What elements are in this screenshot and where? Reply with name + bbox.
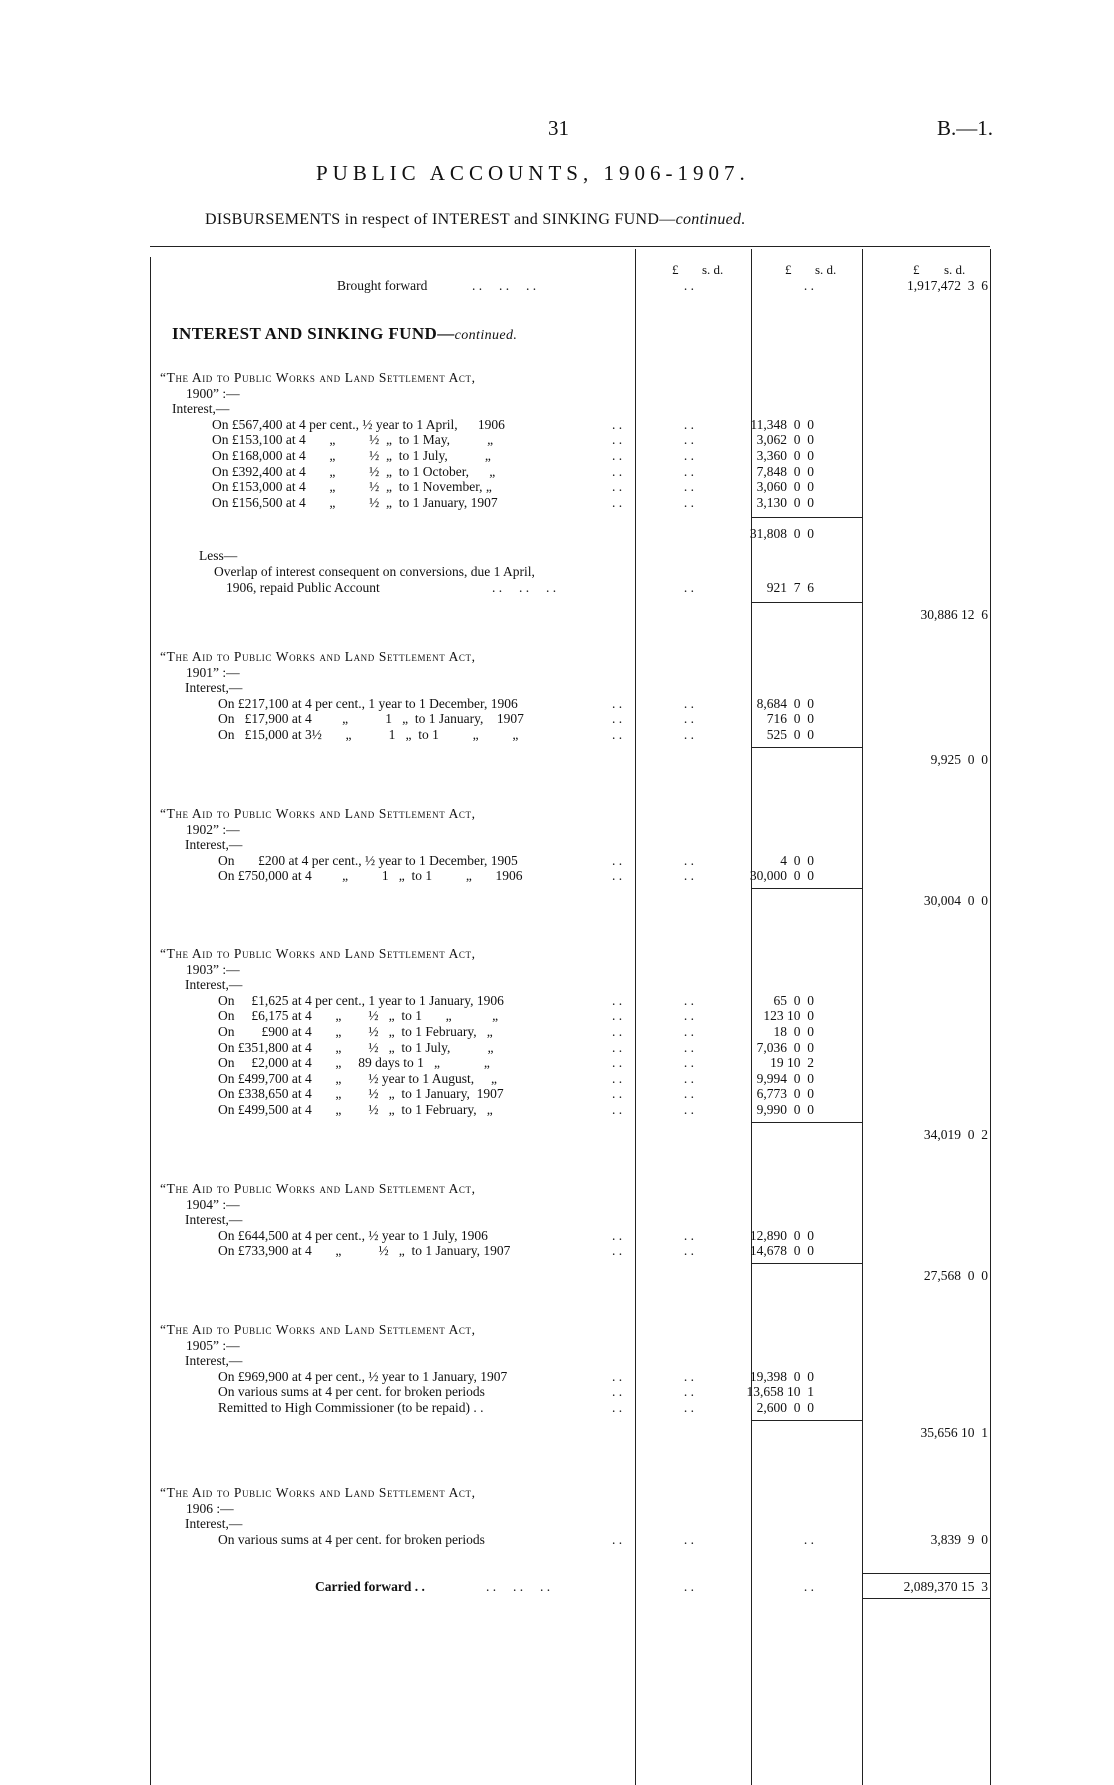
interest-label: Interest,— [185,1516,243,1532]
act-year: 1903” :— [186,961,240,977]
subtitle-main: DISBURSEMENTS in respect of INTEREST and SINKING FUND— [205,211,676,228]
entry-text: On £6,175 at 4 „ ½ „ to 1 „ „ [218,1008,499,1024]
entry-dots: . . [612,1531,623,1547]
top-rule [150,246,990,247]
entry-col1: . . [683,448,694,463]
less-text-2: 1906, repaid Public Account [226,579,380,595]
entry-col2: 13,658 10 1 [746,1384,814,1400]
col2-divider [751,249,752,1785]
entry-col2: 3,062 0 0 [756,432,814,448]
entry-col2: 4 0 0 [780,852,814,868]
entry-text: On £153,100 at 4 „ ½ „ to 1 May, „ [212,432,494,448]
entry-col1: . . [683,1039,694,1055]
subtotal-rule [751,517,862,518]
section-heading [172,324,517,344]
entry-col1: . . [683,868,694,884]
less-label: Less— [199,548,238,564]
entry-text: On £969,900 at 4 per cent., ½ year to 1 January, 1907 [218,1368,508,1384]
act-year: 1905” :— [186,1337,240,1353]
entry-text: On £900 at 4 „ ½ „ to 1 February, „ [218,1024,493,1039]
entry-dots: . . [612,852,623,868]
entry-col1: . . [683,494,694,510]
entry-text: On £153,000 at 4 „ ½ „ to 1 November, „ [212,479,492,495]
entry-dots: . . [612,1400,623,1415]
less-col1: . . [683,579,694,595]
section-rule [751,747,862,748]
section-rule [751,1263,862,1264]
act-title: “The Aid to Public Works and Land Settlement Act, [160,1485,476,1500]
entry-col2: 525 0 0 [766,727,814,742]
entry-col2: 3,360 0 0 [756,448,814,463]
entry-col1: . . [683,1086,694,1102]
entry-col2: 19,398 0 0 [749,1368,814,1384]
act-year: 1902” :— [186,821,240,837]
act-year: 1904” :— [186,1196,240,1212]
section-total: 30,886 12 6 [920,606,988,622]
left-border [150,257,151,1785]
entry-dots: . . [612,1024,623,1039]
entry-col2: 19 10 2 [770,1055,814,1071]
entry-text: On £338,650 at 4 „ ½ „ to 1 January, 1907 [218,1086,504,1102]
act-title: “The Aid to Public Works and Land Settlement Act, [160,1322,476,1337]
carried-forward-col1: . . [683,1579,694,1594]
entry-col2: 9,994 0 0 [756,1070,814,1086]
entry-text: On £644,500 at 4 per cent., ½ year to 1 July, 1906 [218,1227,488,1243]
carried-forward-dots: . . . . . . [486,1579,551,1594]
page-number: 31 [548,116,569,140]
entry-col2: 3,060 0 0 [756,479,814,495]
entry-text: On £499,500 at 4 „ ½ „ to 1 February, „ [218,1102,493,1117]
act-year: 1906 :— [186,1500,234,1516]
act-year: 1901” :— [186,664,240,680]
entry-col1: . . [683,1368,694,1384]
entry-dots: . . [612,992,623,1008]
entry-dots: . . [612,711,623,727]
entry-text: Remitted to High Commissioner (to be repaid) . . [218,1400,484,1415]
entry-text: On £217,100 at 4 per cent., 1 year to 1 December, 1906 [218,695,518,711]
page-subtitle [205,211,746,229]
entry-col1: . . [683,852,694,868]
entry-col1: . . [683,1531,694,1547]
brought-forward-dots: . . . . . . [472,278,537,293]
entry-dots: . . [612,1055,623,1071]
entry-col1: . . [683,695,694,711]
entry-col1: . . [683,1008,694,1024]
carried-forward-label: Carried forward . . [315,1579,425,1594]
entry-col1: . . [683,1024,694,1039]
act-title: “The Aid to Public Works and Land Settlement Act, [160,806,476,821]
interest-label: Interest,— [185,977,243,993]
entry-col2: 30,000 0 0 [749,868,814,884]
entry-dots: . . [612,494,623,510]
carried-forward-col2: . . [803,1579,814,1594]
entry-col1: . . [683,1227,694,1243]
interest-label: Interest,— [185,680,243,696]
entry-dots: . . [612,432,623,448]
section-rule [751,888,862,889]
col1-divider [635,249,636,1785]
entry-text: On £156,500 at 4 „ ½ „ to 1 January, 1907 [212,494,498,510]
act-title: “The Aid to Public Works and Land Settlement Act, [160,946,476,961]
entry-dots: . . [612,463,623,479]
entry-col1: . . [683,1070,694,1086]
entry-col1: . . [683,1384,694,1400]
entry-dots: . . [612,868,623,884]
section-total: 9,925 0 0 [930,751,988,767]
entry-text: On £17,900 at 4 „ 1 „ to 1 January, 1907 [218,711,524,727]
entry-col1: . . [683,727,694,742]
entry-col1: . . [683,432,694,448]
brought-forward-label: Brought forward [337,278,428,293]
col2-pound-header: £ [785,262,792,277]
entry-text: On various sums at 4 per cent. for broken periods [218,1531,485,1547]
act-title: “The Aid to Public Works and Land Settlement Act, [160,370,476,385]
entry-col3: 3,839 9 0 [930,1531,988,1547]
entry-dots: . . [612,727,623,742]
entry-col2: 8,684 0 0 [756,695,814,711]
entry-col1: . . [683,1102,694,1117]
entry-col2: 12,890 0 0 [749,1227,814,1243]
entry-col1: . . [683,416,694,432]
page-title: PUBLIC ACCOUNTS, 1906-1907. [316,161,750,185]
entry-col1: . . [683,1055,694,1071]
section-total: 27,568 0 0 [923,1268,988,1283]
col3-sd-header: s. d. [944,262,966,277]
col3-divider [862,249,863,1785]
entry-col2: 18 0 0 [773,1024,814,1039]
entry-col1: . . [683,1400,694,1415]
entry-col1: . . [683,992,694,1008]
subtotal-amount: 31,808 0 0 [749,526,814,542]
section-total: 35,656 10 1 [920,1424,988,1440]
less-text-1: Overlap of interest consequent on conversions, due 1 April, [214,564,535,579]
entry-col2: 9,990 0 0 [756,1102,814,1117]
entry-col2: 7,036 0 0 [756,1039,814,1055]
entry-col2: 7,848 0 0 [756,463,814,479]
interest-label: Interest,— [185,837,243,853]
section-total: 30,004 0 0 [923,893,988,908]
entry-text: On £1,625 at 4 per cent., 1 year to 1 January, 1906 [218,992,504,1008]
carried-top-rule [862,1573,990,1574]
entry-dots: . . [612,1227,623,1243]
entry-text: On £15,000 at 3½ „ 1 „ to 1 „ „ [218,727,519,742]
heading-suffix: continued. [454,328,518,343]
entry-text: On £499,700 at 4 „ ½ year to 1 August, „ [218,1070,497,1086]
entry-dots: . . [612,1039,623,1055]
entry-text: On £351,800 at 4 „ ½ „ to 1 July, „ [218,1039,494,1055]
heading-main: INTEREST AND SINKING FUND— [172,324,455,343]
entry-col2: . . [803,1531,814,1547]
carried-forward-total: 2,089,370 15 3 [903,1579,988,1594]
entry-dots: . . [612,1086,623,1102]
act-year: 1900” :— [186,385,240,401]
subtitle-suffix: continued. [675,211,746,228]
entry-dots: . . [612,695,623,711]
entry-text: On £392,400 at 4 „ ½ „ to 1 October, „ [212,463,496,479]
entry-col2: 11,348 0 0 [750,416,814,432]
entry-dots: . . [612,1384,623,1400]
carried-bottom-rule [862,1598,990,1599]
entry-col2: 3,130 0 0 [756,494,814,510]
entry-dots: . . [612,1070,623,1086]
section-rule [751,1122,862,1123]
interest-label: Interest,— [185,1212,243,1228]
section-total: 34,019 0 2 [923,1126,988,1142]
col1-pound-header: £ [672,262,679,277]
interest-label: Interest,— [172,401,230,417]
entry-col1: . . [683,711,694,727]
entry-text: On £733,900 at 4 „ ½ „ to 1 January, 1907 [218,1243,511,1259]
entry-col2: 14,678 0 0 [749,1243,814,1259]
act-title: “The Aid to Public Works and Land Settlement Act, [160,649,476,664]
entry-dots: . . [612,479,623,495]
less-amount: 921 7 6 [766,579,814,595]
col1-sd-header: s. d. [702,262,724,277]
entry-col1: . . [683,1243,694,1259]
section-rule [751,1420,862,1421]
entry-dots: . . [612,1008,623,1024]
entry-col2: 716 0 0 [766,711,814,727]
entry-dots: . . [612,448,623,463]
entry-text: On £567,400 at 4 per cent., ½ year to 1 April, 1906 [212,416,505,432]
entry-col2: 2,600 0 0 [756,1400,814,1415]
brought-forward-col1: . . [683,278,694,293]
brought-forward-total: 1,917,472 3 6 [907,278,988,293]
entry-col2: 65 0 0 [773,992,814,1008]
entry-dots: . . [612,1368,623,1384]
entry-col1: . . [683,479,694,495]
brought-forward-col2: . . [803,278,814,293]
entry-col2: 123 10 0 [763,1008,814,1024]
col3-pound-header: £ [913,262,920,277]
entry-text: On £200 at 4 per cent., ½ year to 1 December, 1905 [218,852,518,868]
entry-col2: 6,773 0 0 [756,1086,814,1102]
entry-dots: . . [612,416,623,432]
entry-col1: . . [683,463,694,479]
col2-sd-header: s. d. [815,262,837,277]
entry-text: On various sums at 4 per cent. for broken periods [218,1384,485,1400]
entry-text: On £2,000 at 4 „ 89 days to 1 „ „ [218,1055,490,1071]
entry-text: On £750,000 at 4 „ 1 „ to 1 „ 1906 [218,868,523,884]
interest-label: Interest,— [185,1353,243,1369]
entry-text: On £168,000 at 4 „ ½ „ to 1 July, „ [212,448,491,463]
entry-dots: . . [612,1102,623,1117]
entry-dots: . . [612,1243,623,1259]
less-dots: . . . . . . [492,579,557,595]
page-ref: B.—1. [937,116,994,140]
act-title: “The Aid to Public Works and Land Settlement Act, [160,1181,476,1196]
right-border [990,249,991,1785]
section-rule [751,602,862,603]
